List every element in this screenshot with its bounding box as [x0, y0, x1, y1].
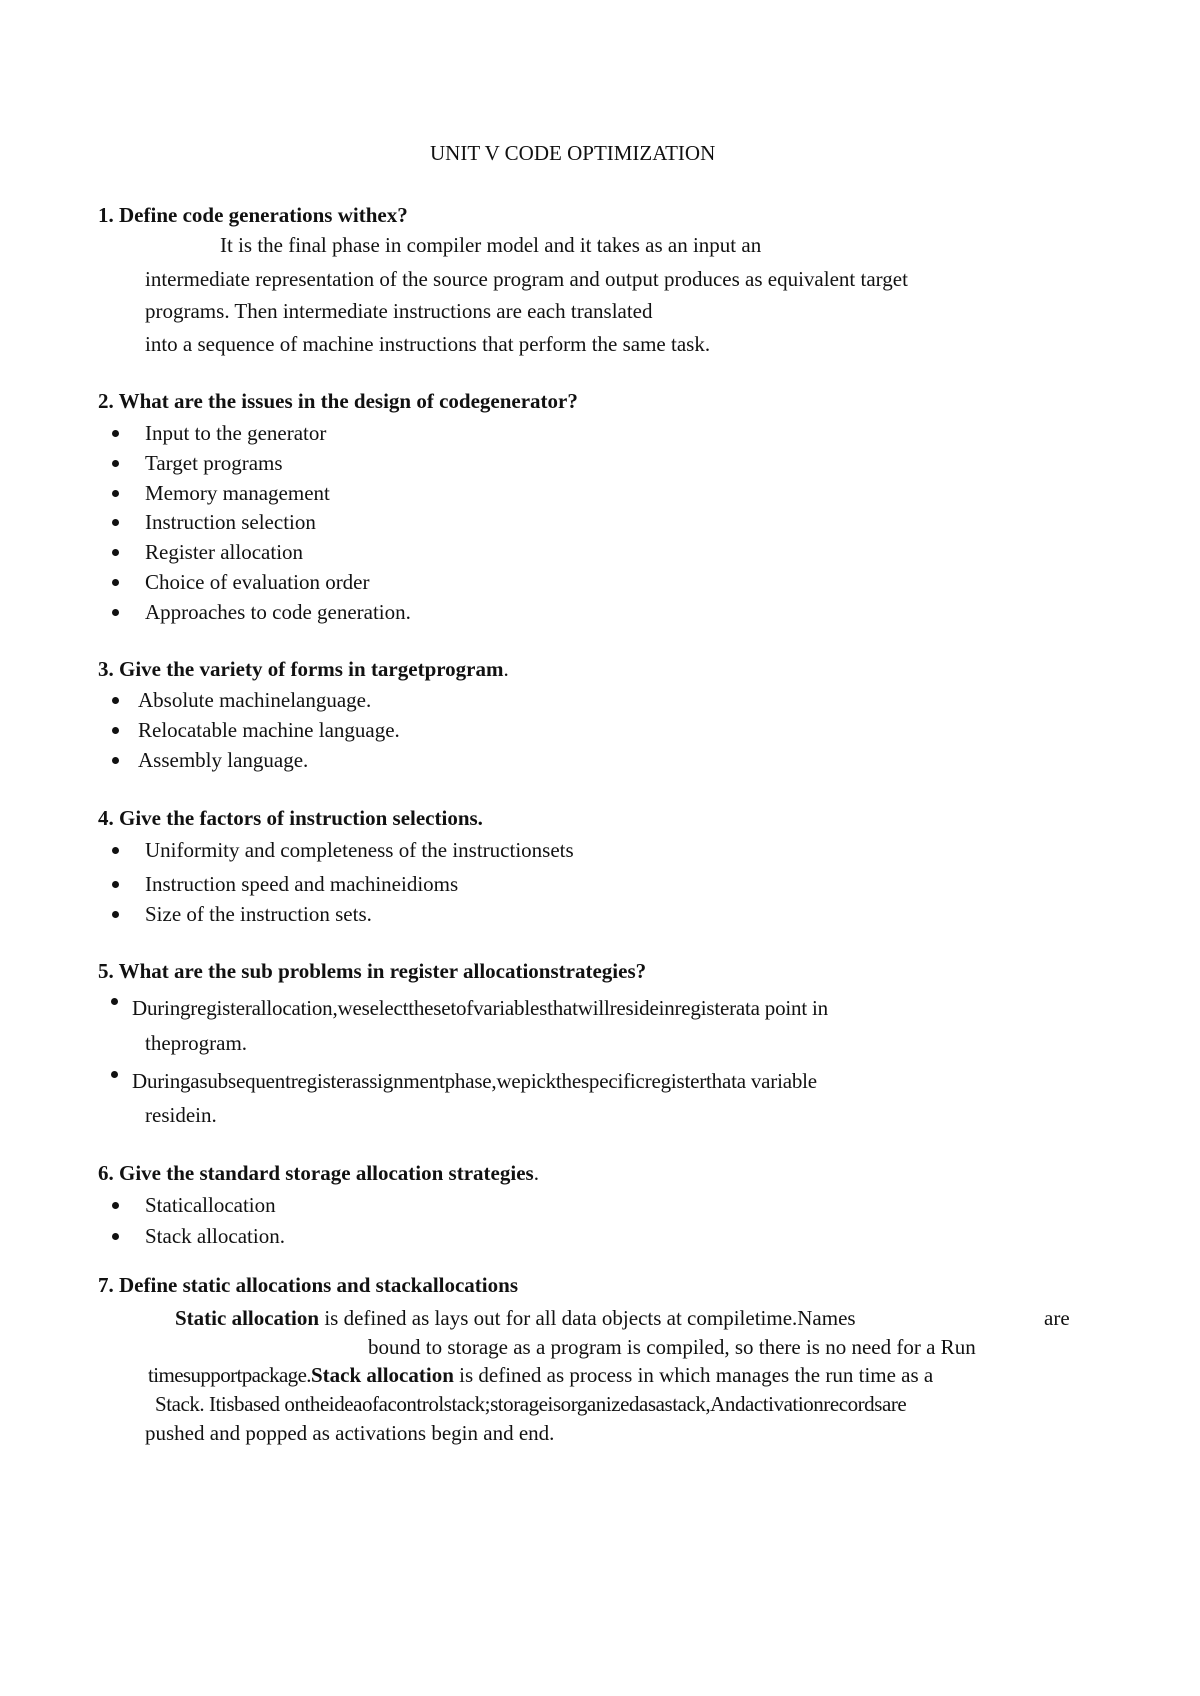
q7-answer-line [175, 1305, 856, 1331]
bullet-icon [112, 727, 119, 734]
static-allocation-term: Static allocation [175, 1306, 320, 1330]
stack-allocation-term: Stack allocation [310, 1363, 454, 1387]
bullet-icon [111, 998, 118, 1005]
list-item: Duringasubsequentregisterassignmentphase,wepickthespecificregisterthata variable [132, 1069, 817, 1093]
question-3-heading: 3. Give the variety of forms in targetprogram [98, 657, 504, 681]
bullet-icon [111, 1071, 118, 1078]
list-item: Assembly language. [138, 748, 309, 772]
bullet-icon [112, 549, 119, 556]
question-6-heading: 6. Give the standard storage allocation strategies [98, 1161, 534, 1185]
list-item-continuation: theprogram. [145, 1031, 248, 1055]
q7-answer-line [148, 1362, 933, 1388]
q1-answer-line: programs. Then intermediate instructions are each translated [145, 299, 653, 323]
q7-answer-line: Stack. Itisbased ontheideaofacontrolstack;storageisorganizedasastack,Andactivationrecordsare [155, 1392, 907, 1416]
question-3-heading-row [98, 656, 509, 682]
q1-answer-line: It is the final phase in compiler model and it takes as an input an [220, 233, 762, 257]
list-item: Instruction speed and machineidioms [145, 872, 459, 896]
bullet-icon [112, 519, 119, 526]
bullet-icon [112, 911, 119, 918]
list-item: Duringregisterallocation,weselectthesetofvariablesthatwillresideinregisterata point in [132, 996, 828, 1020]
bullet-icon [112, 847, 119, 854]
list-item: Staticallocation [145, 1193, 276, 1217]
q1-answer-line: intermediate representation of the source program and output produces as equivalent target [145, 267, 908, 291]
q1-answer-line: into a sequence of machine instructions that perform the same task. [145, 332, 711, 356]
q7-line1-text: is defined as lays out for all data objects at compiletime.Names [319, 1306, 856, 1330]
list-item: Input to the generator [145, 421, 327, 445]
list-item-continuation: residein. [145, 1103, 217, 1127]
q7-line3-text: is defined as process in which manages the run time as a [453, 1363, 934, 1387]
bullet-icon [112, 609, 119, 616]
q7-line3-start: timesupportpackage. [148, 1363, 311, 1387]
question-4-heading: 4. Give the factors of instruction selections. [98, 806, 483, 830]
page-title: UNIT V CODE OPTIMIZATION [430, 141, 716, 165]
q7-answer-line: pushed and popped as activations begin and end. [145, 1421, 555, 1445]
question-6-heading-tail: . [533, 1161, 539, 1185]
q7-line1-end: are [1044, 1306, 1070, 1330]
question-7-heading: 7. Define static allocations and stackallocations [98, 1273, 518, 1297]
list-item: Relocatable machine language. [138, 718, 400, 742]
list-item: Approaches to code generation. [145, 600, 411, 624]
list-item: Register allocation [145, 540, 304, 564]
list-item: Instruction selection [145, 510, 316, 534]
bullet-icon [112, 460, 119, 467]
question-5-heading: 5. What are the sub problems in register allocationstrategies? [98, 959, 647, 983]
bullet-icon [112, 1233, 119, 1240]
bullet-icon [112, 757, 119, 764]
question-6-heading-row [98, 1160, 539, 1186]
bullet-icon [112, 430, 119, 437]
list-item: Uniformity and completeness of the instructionsets [145, 838, 574, 862]
list-item: Target programs [145, 451, 283, 475]
question-2-heading: 2. What are the issues in the design of codegenerator? [98, 389, 578, 413]
list-item: Memory management [145, 481, 330, 505]
list-item: Size of the instruction sets. [145, 902, 372, 926]
question-3-heading-tail: . [503, 657, 509, 681]
list-item: Stack allocation. [145, 1224, 285, 1248]
bullet-icon [112, 579, 119, 586]
question-1-heading: 1. Define code generations withex? [98, 203, 408, 227]
list-item: Absolute machinelanguage. [138, 688, 372, 712]
list-item: Choice of evaluation order [145, 570, 370, 594]
q7-answer-line: bound to storage as a program is compiled, so there is no need for a Run [368, 1335, 976, 1359]
bullet-icon [112, 1202, 119, 1209]
bullet-icon [112, 490, 119, 497]
bullet-icon [112, 697, 119, 704]
bullet-icon [112, 881, 119, 888]
